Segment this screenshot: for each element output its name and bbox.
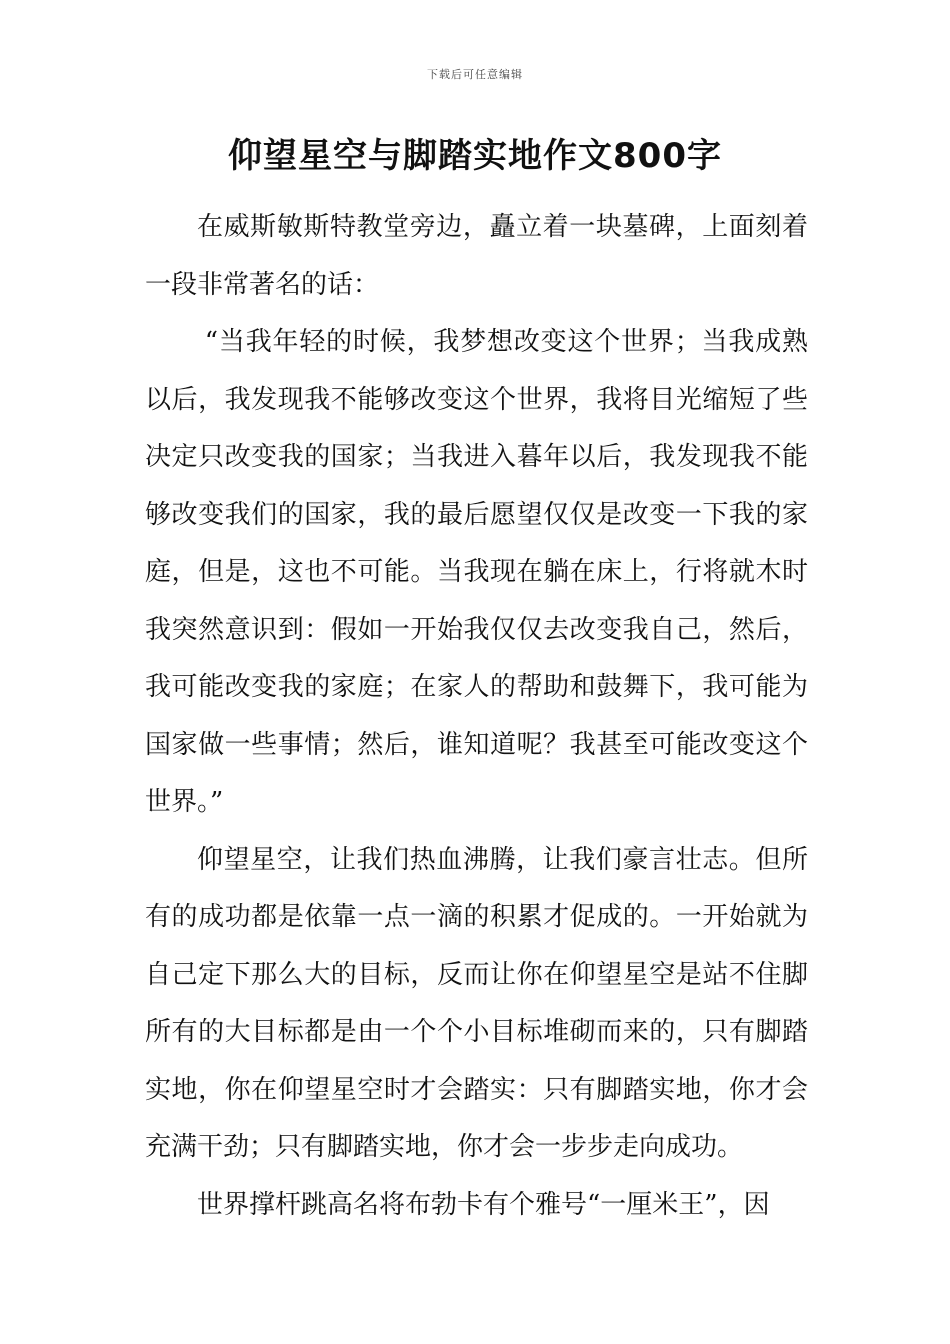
paragraph: 世界撑杆跳高名将布勃卡有个雅号“一厘米王”，因	[197, 1189, 770, 1220]
paragraph-quote: “当我年轻的时候，我梦想改变这个世界；当我成熟以后，我发现我不能够改变这个世界，我将目光缩短了些决定只改变我的国家；当我进入暮年以后，我发现我不能够改变我们的国家，我的最后愿望仅仅是改变一下我的家庭，但是，这也不可能。当我现在躺在床上，行将就木时我突然意识到：假如一开始我仅仅去改变我自己，然后，我可能改变我的家庭；在家人的帮助和鼓舞下，我可能为国家做一些事情；然后，谁知道呢？我甚至可能改变这个世界。”	[145, 327, 808, 817]
document-title: 仰望星空与脚踏实地作文800字	[228, 136, 722, 176]
document-body	[145, 199, 808, 1234]
paragraph: 在威斯敏斯特教堂旁边，矗立着一块墓碑，上面刻着一段非常著名的话：	[145, 212, 808, 300]
page-header: 下载后可任意编辑	[427, 68, 523, 81]
paragraph: 仰望星空，让我们热血沸腾，让我们豪言壮志。但所有的成功都是依靠一点一滴的积累才促成的。一开始就为自己定下那么大的目标，反而让你在仰望星空是站不住脚所有的大目标都是由一个个小目标堆砌而来的，只有脚踏实地，你在仰望星空时才会踏实：只有脚踏实地，你才会充满干劲；只有脚踏实地，你才会一步步走向成功。	[145, 844, 808, 1162]
